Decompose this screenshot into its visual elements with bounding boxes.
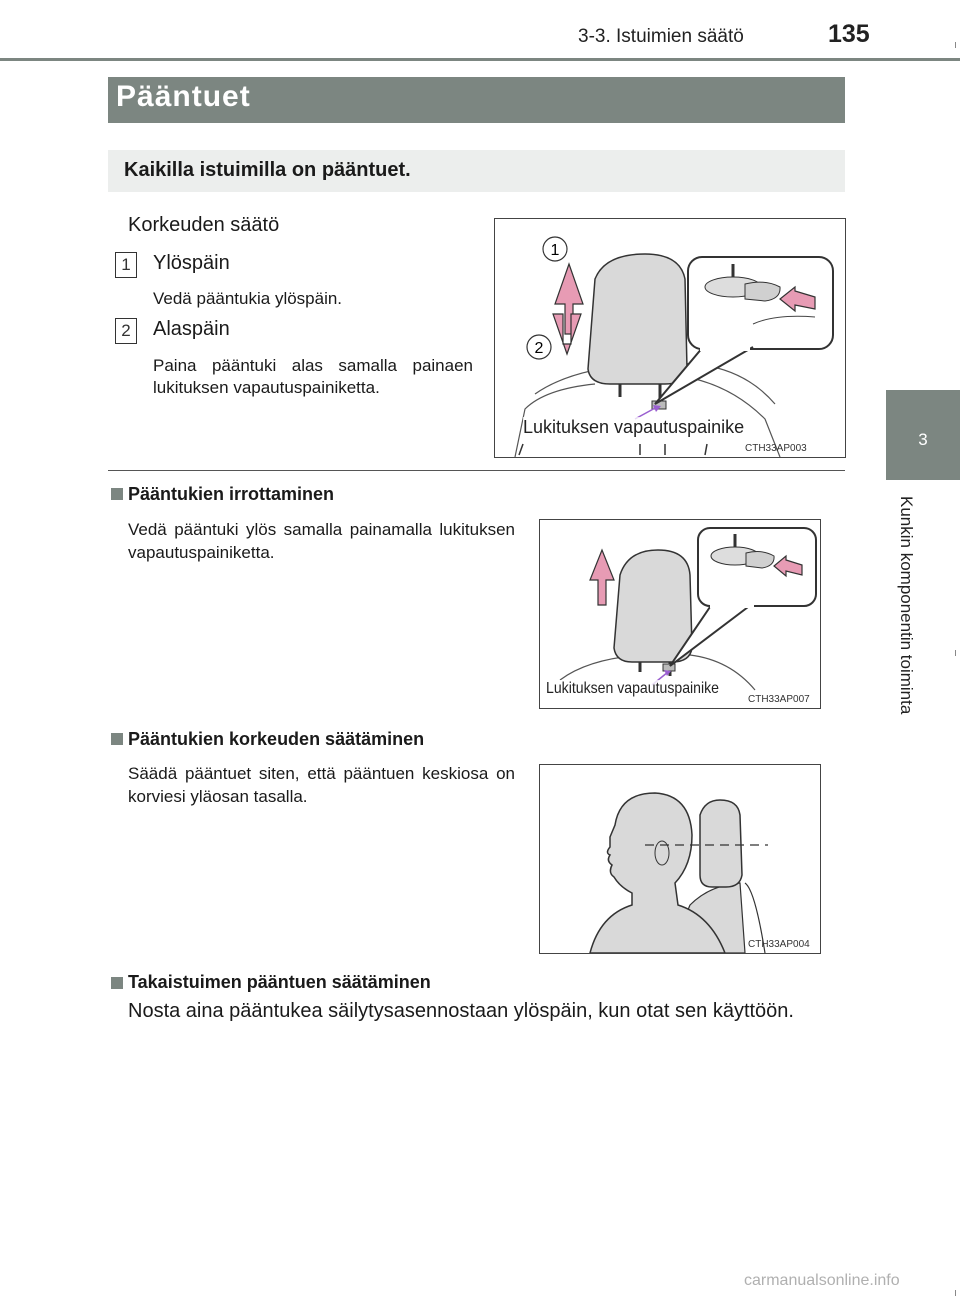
step-label-up: Ylöspäin [153,252,230,274]
figure-marker-1: 1 [550,242,560,259]
figure-code: CTH33AP004 [748,939,810,950]
figure-headrest-adjust [494,218,846,458]
height-adjust-heading: Korkeuden säätö [128,214,280,236]
figure-headrest-height [539,764,821,954]
step-desc-down: Paina pääntuki alas samalla painaen lukituksen vapautuspainiketta. [153,356,473,397]
subtitle: Kaikilla istuimilla on pääntuet. [124,159,411,181]
chapter-number: 3 [918,430,928,449]
step-desc-up: Vedä pääntukia ylöspäin. [153,289,343,308]
section-divider [108,470,845,471]
page-number: 135 [828,20,870,48]
page-title: Pääntuet [116,80,251,113]
figure-callout-label: Lukituksen vapautuspainike [546,680,719,697]
section-text-removing: Vedä pääntuki ylös samalla painamalla lukituksen vapautuspainiketta. [128,520,515,562]
figure-code: CTH33AP007 [748,694,810,705]
edge-tick [955,1290,956,1296]
edge-tick [955,42,956,48]
section-heading-removing: Pääntukien irrottaminen [128,484,335,504]
section-bullet [111,488,123,500]
figure-code: CTH33AP003 [745,443,807,454]
section-text-height: Säädä pääntuet siten, että pääntuen keskiosa on korviesi yläosan tasalla. [128,764,515,806]
chapter-title-vertical [896,496,916,796]
section-bullet [111,733,123,745]
section-bullet [111,977,123,989]
figure-callout-label: Lukituksen vapautuspainike [523,417,745,437]
figure-headrest-removal [539,519,821,709]
section-text-rear: Nosta aina pääntukea säilytysasennostaan ylöspäin, kun otat sen käyttöön. [128,1000,794,1022]
chapter-title: Kunkin komponentin toiminta [897,496,916,715]
section-heading-height: Pääntukien korkeuden säätäminen [128,729,425,749]
figure-marker-2: 2 [534,340,544,357]
step-label-down: Alaspäin [153,318,230,340]
section-reference: 3-3. Istuimien säätö [578,26,744,47]
step-number-badge: 1 [115,252,137,278]
header-rule [0,58,960,61]
section-heading-rear: Takaistuimen pääntuen säätäminen [128,972,431,992]
head-position-illustration [540,765,820,953]
watermark: carmanualsonline.info [744,1272,900,1289]
step-number-badge: 2 [115,318,137,344]
edge-tick [955,650,956,656]
